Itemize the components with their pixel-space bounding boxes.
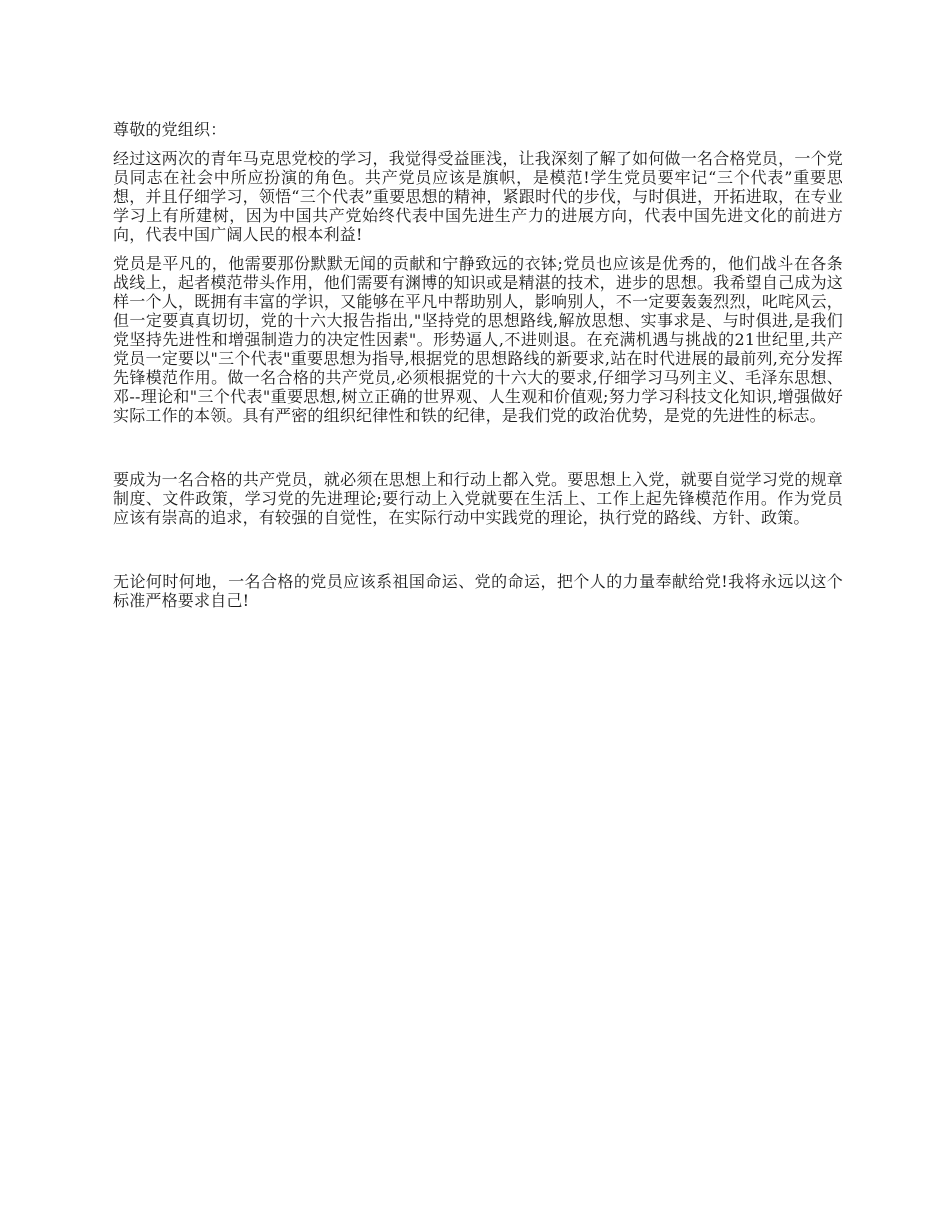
document-page <box>113 120 843 610</box>
salutation: 尊敬的党组织： <box>113 120 227 139</box>
paragraph-3: 要成为一名合格的共产党员，就必须在思想上和行动上都入党。要思想上入党，就要自觉学习党的规章制度、文件政策，学习党的先进理论;要行动上入党就要在生活上、工作上起先锋模范作用。作为党员应该有崇高的追求，有较强的自觉性，在实际行动中实践党的理论，执行党的路线、方针、政策。 <box>113 470 843 527</box>
paragraph-4: 无论何时何地，一名合格的党员应该系祖国命运、党的命运，把个人的力量奉献给党!我将永远以这个标准严格要求自己! <box>113 572 843 610</box>
paragraph-1: 经过这两次的青年马克思党校的学习，我觉得受益匪浅，让我深刻了解了如何做一名合格党员，一个党员同志在社会中所应扮演的角色。共产党员应该是旗帜，是模范!学生党员要牢记“三个代表”重要思想，并且仔细学习，领悟“三个代表”重要思想的精神，紧跟时代的步伐，与时俱进，开拓进取，在专业学习上有所建树，因为中国共产党始终代表中国先进生产力的进展方向，代表中国先进文化的前进方向，代表中国广阔人民的根本利益! <box>113 149 843 244</box>
paragraph-2: 党员是平凡的，他需要那份默默无闻的贡献和宁静致远的衣钵;党员也应该是优秀的，他们战斗在各条战线上，起者模范带头作用，他们需要有渊博的知识或是精湛的技术，进步的思想。我希望自己成为这样一个人，既拥有丰富的学识，又能够在平凡中帮助别人，影响别人，不一定要轰轰烈烈，叱咤风云，但一定要真真切切，党的十六大报告指出,"坚持党的思想路线,解放思想、实事求是、与时俱进,是我们党坚持先进性和增强制造力的决定性因素"。形势逼人,不进则退。在充满机遇与挑战的21世纪里,共产党员一定要以"三个代表"重要思想为指导,根据党的思想路线的新要求,站在时代进展的最前列,充分发挥先锋模范作用。做一名合格的共产党员,必须根据党的十六大的要求,仔细学习马列主义、毛泽东思想、邓--理论和"三个代表"重要思想,树立正确的世界观、人生观和价值观;努力学习科技文化知识,增强做好实际工作的本领。具有严密的组织纪律性和铁的纪律，是我们党的政治优势，是党的先进性的标志。 <box>113 254 843 425</box>
